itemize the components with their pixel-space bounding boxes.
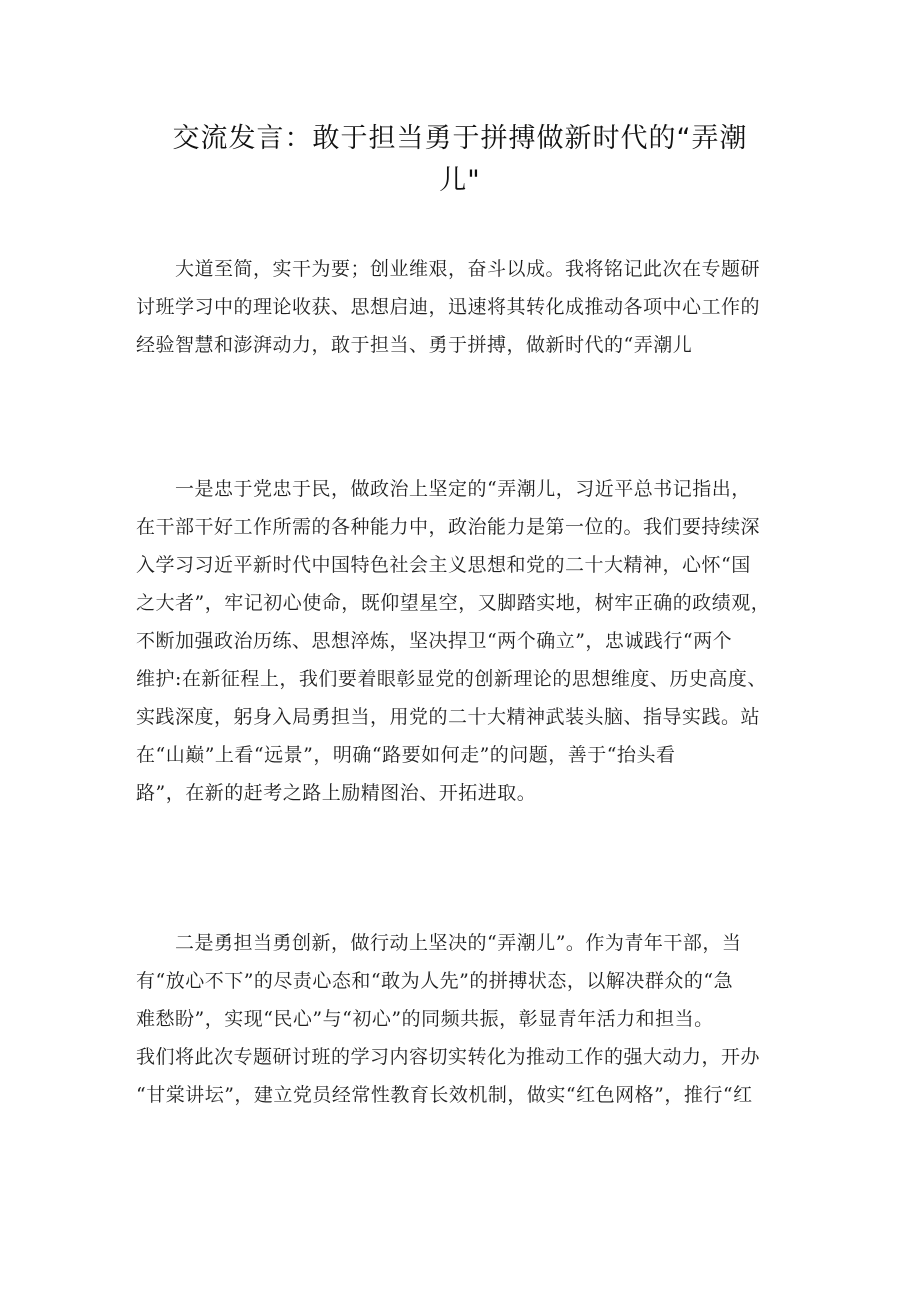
paragraph-intro: [136, 250, 796, 364]
document-title: [140, 118, 780, 202]
text-line: 有“放心不下”的尽责心态和“敢为人先”的拼搏状态，以解决群众的“急: [136, 970, 734, 992]
text-line: 之大者”，牢记初心使命，既仰望星空，又脚踏实地，树牢正确的政绩观，: [136, 592, 771, 614]
title-line: 交流发言：敢于担当勇于拼搏做新时代的“弄潮: [172, 123, 748, 154]
text-line: 经验智慧和澎湃动力，敢于担当、勇于拼搏，做新时代的“弄潮儿: [136, 334, 693, 356]
text-line: 在干部干好工作所需的各种能力中，政治能力是第一位的。我们要持续深: [136, 516, 761, 538]
text-line: 在“山巅”上看“远景”，明确“路要如何走”的问题，善于“抬头看: [136, 744, 676, 766]
text-line: 一是忠于党忠于民，做政治上坚定的“弄潮儿，习近平总书记指出，: [136, 478, 751, 500]
text-line: 入学习习近平新时代中国特色社会主义思想和党的二十大精神，心怀“国: [136, 554, 751, 576]
text-line: 路”，在新的赶考之路上励精图治、开拓进取。: [136, 782, 537, 804]
text-line: 大道至简，实干为要；创业维艰，奋斗以成。我将铭记此次在专题研: [136, 258, 761, 280]
paragraph-point-one: [136, 470, 796, 812]
text-line: 不断加强政治历练、思想淬炼，坚决捍卫“两个确立”，忠诚践行“两个: [136, 630, 733, 652]
text-line: 我们将此次专题研讨班的学习内容切实转化为推动工作的强大动力，开办: [136, 1046, 761, 1068]
paragraph-point-two: [136, 924, 796, 1114]
text-line: 实践深度，躬身入局勇担当，用党的二十大精神武装头脑、指导实践。站: [136, 706, 761, 728]
title-line: 儿": [439, 165, 481, 196]
text-line: “甘棠讲坛”，建立党员经常性教育长效机制，做实“红色网格”，推行“红: [136, 1084, 753, 1106]
text-line: 讨班学习中的理论收获、思想启迪，迅速将其转化成推动各项中心工作的: [136, 296, 761, 318]
text-line: 二是勇担当勇创新，做行动上坚决的“弄潮儿”。作为青年干部，当: [136, 932, 742, 954]
text-line: 维护:在新征程上，我们要着眼彰显党的创新理论的思想维度、历史高度、: [136, 668, 767, 690]
text-line: 难愁盼”，实现“民心”与“初心”的同频共振，彰显青年活力和担当。: [136, 1008, 714, 1030]
